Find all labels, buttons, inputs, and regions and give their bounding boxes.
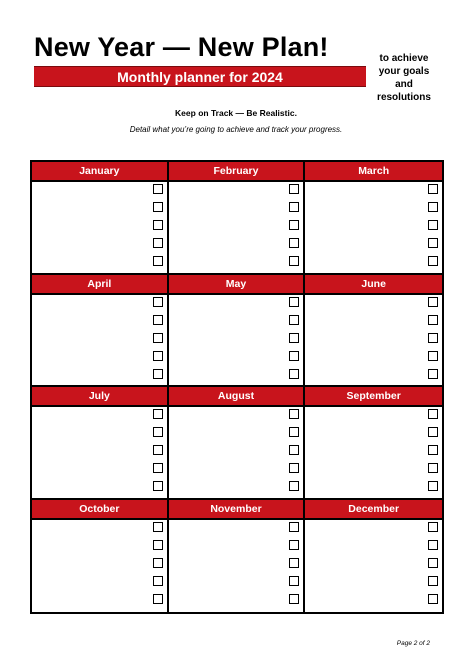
checkbox-column bbox=[153, 522, 163, 604]
month-cell-december bbox=[305, 500, 442, 613]
checkbox-column bbox=[289, 297, 299, 379]
goal-checkbox[interactable] bbox=[153, 369, 163, 379]
goal-checkbox[interactable] bbox=[289, 220, 299, 230]
month-header: June bbox=[305, 275, 442, 295]
goal-checkbox[interactable] bbox=[289, 481, 299, 491]
month-cell-april bbox=[32, 275, 169, 388]
goal-checkbox[interactable] bbox=[289, 315, 299, 325]
checkbox-column bbox=[428, 522, 438, 604]
goal-checkbox[interactable] bbox=[428, 558, 438, 568]
goal-checkbox[interactable] bbox=[153, 576, 163, 586]
subtitle-banner: Monthly planner for 2024 bbox=[34, 66, 366, 87]
goal-checkbox[interactable] bbox=[428, 540, 438, 550]
goal-checkbox[interactable] bbox=[289, 540, 299, 550]
goal-checkbox[interactable] bbox=[153, 202, 163, 212]
month-cell-may bbox=[169, 275, 306, 388]
goal-checkbox[interactable] bbox=[289, 369, 299, 379]
tagline: Keep on Track — Be Realistic. bbox=[175, 108, 297, 118]
goal-checkbox[interactable] bbox=[153, 220, 163, 230]
goal-checkbox[interactable] bbox=[428, 220, 438, 230]
goal-checkbox[interactable] bbox=[428, 315, 438, 325]
goal-checkbox[interactable] bbox=[153, 522, 163, 532]
goal-checkbox[interactable] bbox=[428, 369, 438, 379]
checkbox-column bbox=[289, 409, 299, 491]
goal-checkbox[interactable] bbox=[428, 202, 438, 212]
side-note: to achieve your goals and resolutions bbox=[377, 53, 431, 103]
checkbox-column bbox=[428, 297, 438, 379]
month-header: May bbox=[169, 275, 304, 295]
goal-checkbox[interactable] bbox=[289, 445, 299, 455]
goal-checkbox[interactable] bbox=[428, 409, 438, 419]
goal-checkbox[interactable] bbox=[428, 445, 438, 455]
goal-checkbox[interactable] bbox=[153, 315, 163, 325]
month-header: August bbox=[169, 387, 304, 407]
goal-checkbox[interactable] bbox=[153, 558, 163, 568]
checkbox-column bbox=[428, 184, 438, 266]
goal-checkbox[interactable] bbox=[428, 333, 438, 343]
month-header: December bbox=[305, 500, 442, 520]
month-header: July bbox=[32, 387, 167, 407]
month-cell-november bbox=[169, 500, 306, 613]
goal-checkbox[interactable] bbox=[153, 594, 163, 604]
goal-checkbox[interactable] bbox=[428, 184, 438, 194]
goal-checkbox[interactable] bbox=[289, 202, 299, 212]
goal-checkbox[interactable] bbox=[289, 427, 299, 437]
goal-checkbox[interactable] bbox=[428, 594, 438, 604]
checkbox-column bbox=[289, 522, 299, 604]
goal-checkbox[interactable] bbox=[153, 540, 163, 550]
goal-checkbox[interactable] bbox=[428, 427, 438, 437]
checkbox-column bbox=[428, 409, 438, 491]
goal-checkbox[interactable] bbox=[153, 463, 163, 473]
month-header: March bbox=[305, 162, 442, 182]
goal-checkbox[interactable] bbox=[289, 297, 299, 307]
goal-checkbox[interactable] bbox=[289, 256, 299, 266]
month-header: October bbox=[32, 500, 167, 520]
goal-checkbox[interactable] bbox=[289, 576, 299, 586]
goal-checkbox[interactable] bbox=[289, 522, 299, 532]
month-cell-january bbox=[32, 162, 169, 275]
goal-checkbox[interactable] bbox=[153, 427, 163, 437]
checkbox-column bbox=[153, 297, 163, 379]
goal-checkbox[interactable] bbox=[153, 297, 163, 307]
goal-checkbox[interactable] bbox=[428, 297, 438, 307]
goal-checkbox[interactable] bbox=[153, 333, 163, 343]
goal-checkbox[interactable] bbox=[428, 522, 438, 532]
month-header: September bbox=[305, 387, 442, 407]
goal-checkbox[interactable] bbox=[153, 409, 163, 419]
goal-checkbox[interactable] bbox=[289, 594, 299, 604]
goal-checkbox[interactable] bbox=[289, 333, 299, 343]
goal-checkbox[interactable] bbox=[289, 184, 299, 194]
month-cell-october bbox=[32, 500, 169, 613]
goal-checkbox[interactable] bbox=[428, 351, 438, 361]
checkbox-column bbox=[153, 409, 163, 491]
goal-checkbox[interactable] bbox=[428, 256, 438, 266]
goal-checkbox[interactable] bbox=[289, 351, 299, 361]
checkbox-column bbox=[153, 184, 163, 266]
goal-checkbox[interactable] bbox=[153, 351, 163, 361]
goal-checkbox[interactable] bbox=[428, 576, 438, 586]
goal-checkbox[interactable] bbox=[153, 445, 163, 455]
month-cell-march bbox=[305, 162, 442, 275]
month-header: January bbox=[32, 162, 167, 182]
goal-checkbox[interactable] bbox=[289, 238, 299, 248]
month-cell-september bbox=[305, 387, 442, 500]
goal-checkbox[interactable] bbox=[153, 184, 163, 194]
month-cell-august bbox=[169, 387, 306, 500]
instruction-text: Detail what you’re going to achieve and track your progress. bbox=[129, 125, 343, 134]
goal-checkbox[interactable] bbox=[153, 481, 163, 491]
goal-checkbox[interactable] bbox=[289, 463, 299, 473]
month-cell-july bbox=[32, 387, 169, 500]
month-cell-june bbox=[305, 275, 442, 388]
page-number: Page 2 of 2 bbox=[396, 640, 430, 647]
month-cell-february bbox=[169, 162, 306, 275]
goal-checkbox[interactable] bbox=[428, 238, 438, 248]
month-header: April bbox=[32, 275, 167, 295]
month-header: November bbox=[169, 500, 304, 520]
goal-checkbox[interactable] bbox=[153, 238, 163, 248]
goal-checkbox[interactable] bbox=[428, 463, 438, 473]
goal-checkbox[interactable] bbox=[289, 558, 299, 568]
checkbox-column bbox=[289, 184, 299, 266]
page-title: New Year — New Plan! bbox=[34, 32, 329, 62]
goal-checkbox[interactable] bbox=[153, 256, 163, 266]
month-header: February bbox=[169, 162, 304, 182]
goal-checkbox[interactable] bbox=[289, 409, 299, 419]
monthly-planner-grid bbox=[30, 160, 444, 614]
goal-checkbox[interactable] bbox=[428, 481, 438, 491]
